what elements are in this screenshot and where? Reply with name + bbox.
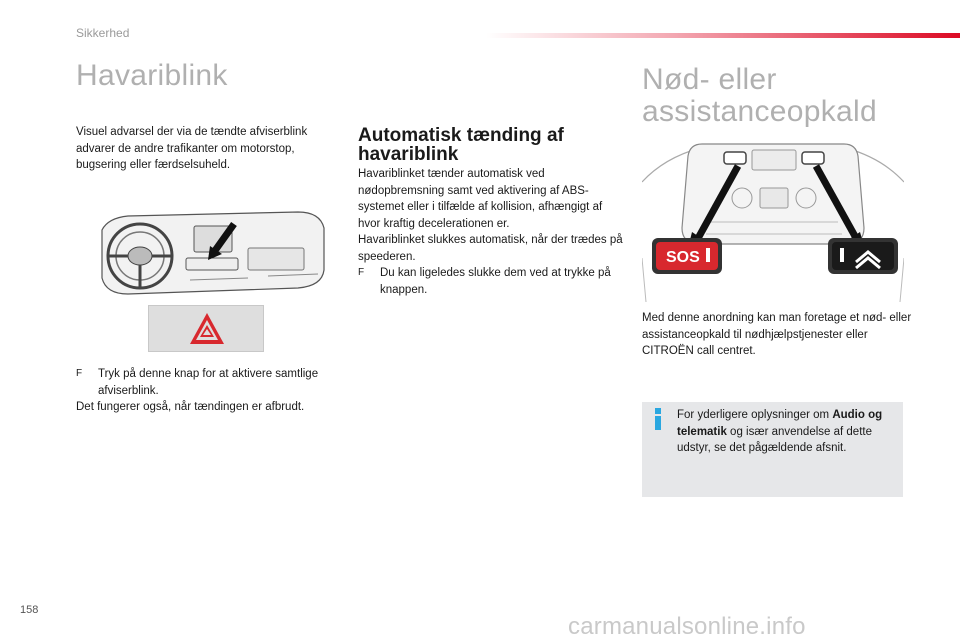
auto-hazard-p1: Havariblinket tænder automatisk ved nødopbremsning samt ved aktivering af ABS-systemet eller i tilfælde af kollision, afhængigt af hvor kraftig decelerationen er. xyxy=(358,168,603,230)
bullet-glyph: F xyxy=(76,368,83,379)
info-text-post: og især anvendelse af dette udstyr, se det pågældende afsnit. xyxy=(677,425,872,454)
watermark: carmanualsonline.info xyxy=(568,613,806,640)
info-icon xyxy=(654,408,662,430)
auto-hazard-p2: Havariblinket slukkes automatisk, når der trædes på speederen. xyxy=(358,234,623,263)
hazard-button-illustration xyxy=(148,305,264,352)
emergency-call-text: Med denne anordning kan man foretage et nød- eller assistanceopkald til nødhjælpstjenester eller CITROËN call centret. xyxy=(642,312,912,357)
auto-hazard-title: Automatisk tænding af havariblink xyxy=(358,125,564,165)
hazard-title: Havariblink xyxy=(76,59,228,92)
info-text-pre: For yderligere oplysninger om xyxy=(677,409,833,421)
hazard-bullet-text: Tryk på denne knap for at aktivere samtlige afviserblink. xyxy=(98,368,319,397)
sos-console-illustration xyxy=(642,138,904,302)
page-number: 158 xyxy=(20,604,39,616)
top-rule xyxy=(486,33,960,38)
section-label: Sikkerhed xyxy=(76,26,130,40)
info-box xyxy=(642,402,903,497)
hazard-intro: Visuel advarsel der via de tændte afviserblink advarer de andre trafikanter om motorstop, bugsering eller færdselsuheld. xyxy=(76,126,308,171)
hazard-bullet xyxy=(76,366,348,399)
bullet-glyph: F xyxy=(358,267,365,278)
auto-hazard-text xyxy=(358,166,626,298)
auto-hazard-bullet-text: Du kan ligeledes slukke dem ved at trykke på knappen. xyxy=(380,267,611,296)
dashboard-illustration xyxy=(98,208,328,308)
hazard-instructions xyxy=(76,366,348,416)
info-text xyxy=(677,407,897,457)
auto-hazard-bullet xyxy=(358,265,626,298)
emergency-call-title: Nød- eller assistanceopkald xyxy=(642,63,877,128)
sos-label: SOS xyxy=(666,249,700,266)
info-text-bold: Audio og telematik xyxy=(677,409,883,438)
hazard-warning-icon xyxy=(149,306,265,353)
hazard-note: Det fungerer også, når tændingen er afbrudt. xyxy=(76,401,305,413)
